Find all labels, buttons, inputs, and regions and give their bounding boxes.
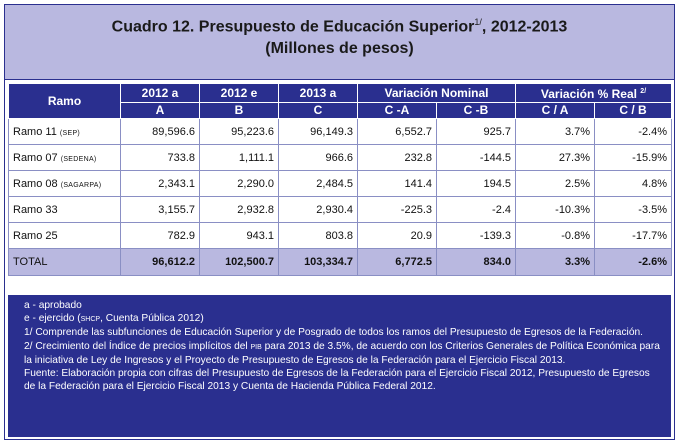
table-row — [9, 197, 672, 223]
cell-var-nominal-cb: -139.3 — [437, 223, 516, 249]
cell-2012e: 1,111.1 — [200, 145, 279, 171]
table-figure — [4, 4, 675, 440]
ramo-name: Ramo 08 — [13, 177, 58, 190]
cell-var-nominal-ca: 6,552.7 — [358, 119, 437, 145]
total-2013a: 103,334.7 — [279, 249, 358, 276]
ramo-name: Ramo 33 — [13, 203, 58, 216]
note-2-tail: para 2013 de 3.5%, de acuerdo con los Criterios Generales de Política Económica para la iniciativa de Ley de Ingresos y el Proyecto de Presupuesto de Egresos de la Federación para el Ejercicio Fiscal 2013. — [24, 340, 660, 366]
table-row — [9, 223, 672, 249]
cell-var-nominal-cb: 194.5 — [437, 171, 516, 197]
note-2-abbr: PIB — [250, 343, 262, 351]
budget-table — [8, 83, 672, 276]
note-ejercido-abbr: SHCP — [80, 316, 101, 324]
note-2 — [24, 340, 663, 367]
cell-var-nominal-ca: 141.4 — [358, 171, 437, 197]
total-2012e: 102,500.7 — [200, 249, 279, 276]
ramo-abbr: (SEDENA) — [60, 155, 97, 163]
header-variacion-nominal: Variación Nominal — [358, 84, 516, 103]
cell-2013a: 2,930.4 — [279, 197, 358, 223]
header-c-over-b: C / B — [595, 103, 672, 119]
table-row — [9, 145, 672, 171]
header-variacion-real — [516, 84, 672, 103]
title-years: , 2012-2013 — [481, 18, 568, 36]
ramo-name: Ramo 11 — [13, 125, 57, 138]
cell-var-real-cb: -3.5% — [595, 197, 672, 223]
cell-2012a: 2,343.1 — [121, 171, 200, 197]
total-label: TOTAL — [9, 249, 121, 276]
cell-2013a: 803.8 — [279, 223, 358, 249]
cell-var-real-ca: -0.8% — [516, 223, 595, 249]
total-var-real-ca: 3.3% — [516, 249, 595, 276]
header-2013a: 2013 a — [279, 84, 358, 103]
row-label — [9, 145, 121, 171]
header-variacion-real-mark: 2/ — [640, 88, 647, 95]
cell-var-nominal-cb: -144.5 — [437, 145, 516, 171]
ramo-abbr: (SAGARPA) — [60, 181, 102, 189]
header-2012e: 2012 e — [200, 84, 279, 103]
footnotes — [8, 295, 671, 437]
cell-var-nominal-ca: -225.3 — [358, 197, 437, 223]
ramo-name: Ramo 07 — [13, 151, 58, 164]
cell-2012e: 2,932.8 — [200, 197, 279, 223]
cell-2012a: 782.9 — [121, 223, 200, 249]
cell-2013a: 96,149.3 — [279, 119, 358, 145]
header-row-top — [9, 84, 672, 103]
row-label — [9, 119, 121, 145]
note-2-text: 2/ Crecimiento del Índice de precios implícitos del — [24, 340, 251, 352]
table-row — [9, 171, 672, 197]
header-col-b: B — [200, 103, 279, 119]
cell-2013a: 966.6 — [279, 145, 358, 171]
table-title — [5, 17, 674, 36]
cell-2012e: 943.1 — [200, 223, 279, 249]
note-1: 1/ Comprende las subfunciones de Educación Superior y de Posgrado de todos los ramos del Presupuesto de Egresos de la Federación. — [24, 327, 643, 339]
header-col-c: C — [279, 103, 358, 119]
cell-2012e: 95,223.6 — [200, 119, 279, 145]
total-var-nominal-ca: 6,772.5 — [358, 249, 437, 276]
cell-var-nominal-cb: 925.7 — [437, 119, 516, 145]
title-text: Cuadro 12. Presupuesto de Educación Superior — [111, 18, 475, 36]
note-source: Fuente: Elaboración propia con cifras del Presupuesto de Egresos de la Federación para el Ejercicio Fiscal 2012, Presupuesto de Egresos de la Federación para el Ejercicio Fiscal 2013 y Cuenta de Hacienda Pública Federal 2012. — [24, 368, 650, 393]
cell-var-nominal-ca: 232.8 — [358, 145, 437, 171]
header-c-over-a: C / A — [516, 103, 595, 119]
cell-var-real-ca: -10.3% — [516, 197, 595, 223]
cell-var-real-cb: 4.8% — [595, 171, 672, 197]
ramo-abbr: (SEP) — [59, 129, 81, 137]
table-subtitle: (Millones de pesos) — [265, 40, 414, 57]
cell-var-real-ca: 3.7% — [516, 119, 595, 145]
cell-var-nominal-cb: -2.4 — [437, 197, 516, 223]
note-ejercido — [24, 312, 663, 326]
title-box — [5, 5, 674, 80]
cell-2012e: 2,290.0 — [200, 171, 279, 197]
row-label — [9, 197, 121, 223]
header-c-minus-b: C -B — [437, 103, 516, 119]
total-2012a: 96,612.2 — [121, 249, 200, 276]
cell-2012a: 89,596.6 — [121, 119, 200, 145]
total-var-real-cb: -2.6% — [595, 249, 672, 276]
cell-var-nominal-ca: 20.9 — [358, 223, 437, 249]
ramo-name: Ramo 25 — [13, 229, 58, 242]
header-2012a: 2012 a — [121, 84, 200, 103]
header-ramo: Ramo — [9, 84, 121, 119]
header-c-minus-a: C -A — [358, 103, 437, 119]
cell-var-real-cb: -17.7% — [595, 223, 672, 249]
row-label — [9, 223, 121, 249]
cell-2013a: 2,484.5 — [279, 171, 358, 197]
total-row — [9, 249, 672, 276]
table-row — [9, 119, 672, 145]
header-variacion-real-text: Variación % Real — [540, 87, 637, 101]
note-ejercido-text: e - ejercido ( — [24, 313, 81, 325]
total-var-nominal-cb: 834.0 — [437, 249, 516, 276]
cell-2012a: 733.8 — [121, 145, 200, 171]
row-label — [9, 171, 121, 197]
title-footnote-mark: 1/ — [474, 17, 482, 27]
cell-var-real-cb: -15.9% — [595, 145, 672, 171]
note-aprobado: a - aprobado — [24, 300, 82, 311]
cell-var-real-ca: 27.3% — [516, 145, 595, 171]
cell-2012a: 3,155.7 — [121, 197, 200, 223]
cell-var-real-cb: -2.4% — [595, 119, 672, 145]
note-ejercido-tail: , Cuenta Pública 2012) — [100, 313, 204, 325]
cell-var-real-ca: 2.5% — [516, 171, 595, 197]
header-col-a: A — [121, 103, 200, 119]
